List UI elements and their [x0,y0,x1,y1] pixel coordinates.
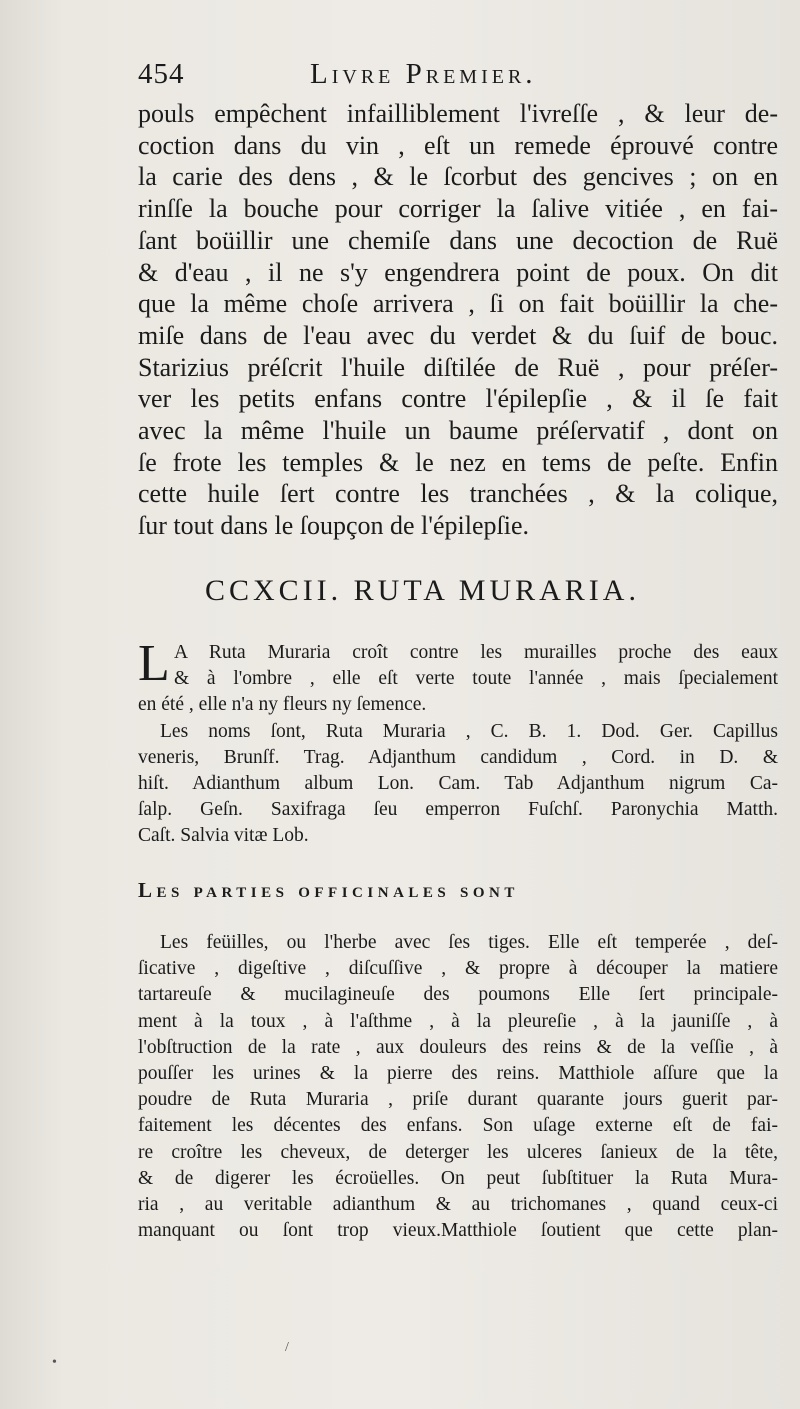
text-line: poudre de Ruta Muraria , priſe durant quarante jours guerit par- [138,1089,778,1111]
drop-cap: L [138,635,170,692]
text-line: pouls empêchent infailliblement l'ivreſſe , & leur de- [138,99,778,128]
text-line: miſe dans de l'eau avec du verdet & du ſuif de bouc. [138,320,778,350]
text-line: Les noms ſont, Ruta Muraria , C. B. 1. Dod. Ger. Capillus [160,720,778,742]
text-line: tartareuſe & mucilagineuſe des poumons Elle ſert principale- [138,984,778,1006]
page-number: 454 [138,58,185,90]
page-header [138,58,738,102]
text-line: & d'eau , il ne s'y engendrera point de poux. On dit [138,257,778,287]
text-line: en été , elle n'a ny fleurs ny ſemence. [138,694,427,716]
text-line: ver les petits enfans contre l'épilepſie , & il ſe fait [138,384,778,414]
text-line: ſalp. Geſn. Saxifraga ſeu emperron Fuſchſ. Paronychia Matth. [138,799,778,821]
paragraph-officinal-parts [138,930,778,1244]
text-line: Les feüilles, ou l'herbe avec ſes tiges. Elle eſt temperée , deſ- [160,932,778,953]
text-line: rinſſe la bouche pour corriger la ſalive vitiée , en fai- [138,194,778,224]
text-line: ria , au veritable adianthum & au trichomanes , quand ceux-ci [138,1194,778,1216]
text-line: la carie des dens , & le ſcorbut des gencives ; on en [138,162,778,192]
paragraph-rue-remedies [138,98,778,542]
text-line: faitement les décentes des enfans. Son uſage externe eſt de fai- [138,1115,778,1137]
text-line: & de digerer les écroüelles. On peut ſubſtituer la Ruta Mura- [138,1167,778,1189]
text-line: avec la même l'huile un baume préſervatif , dont on [138,416,778,446]
text-line: que la même choſe arrivera , ſi on fait boüillir la che- [138,289,778,319]
text-line: ſur tout dans le ſoupçon de l'épilepſie. [138,511,529,541]
running-title: Livre Premier. [310,58,537,90]
text-line: cette huile ſert contre les tranchées , & la colique, [138,479,778,509]
text-line: hiſt. Adianthum album Lon. Cam. Tab Adjanthum nigrum Ca- [138,773,778,795]
subheading: Les parties officinales sont [138,878,519,902]
text-line: Caſt. Salvia vitæ Lob. [138,825,309,847]
text-line: A Ruta Muraria croît contre les murailles proche des eaux [174,642,778,663]
text-line: manquant ou ſont trop vieux.Matthiole ſoutient que cette plan- [138,1220,778,1242]
text-line: re croître les cheveux, de deterger les ulceres ſanieux de la tête, [138,1141,778,1163]
text-line: ſicative , digeſtive , diſcuſſive , & propre à découper la matiere [138,958,778,980]
paper-speck: • [52,1355,57,1370]
text-line: veneris, Brunſf. Trag. Adjanthum candidum , Cord. in D. & [138,746,778,768]
text-line: ſe frote les temples & le nez en tems de peſte. Enfin [138,447,778,477]
text-line: ment à la toux , à l'aſthme , à la pleureſie , à la jauniſſe , à [138,1010,778,1032]
text-line: Starizius préſcrit l'huile diſtilée de Ruë , pour préſer- [138,352,778,382]
paragraph-ruta-muraria [138,635,778,850]
text-line: pouſſer les urines & la pierre des reins. Matthiole aſſure que la [138,1063,778,1085]
text-line: ſant boüillir une chemiſe dans une decoction de Ruë [138,225,778,255]
text-line: & à l'ombre , elle eſt verte toute l'année , mais ſpecialement [174,668,778,690]
section-title: CCXCII. RUTA MURARIA. [205,574,640,607]
paper-speck: / [285,1340,289,1355]
text-line: l'obſtruction de la rate , aux douleurs des reins & de la veſſie , à [138,1036,778,1058]
text-line: coction dans du vin , eſt un remede éprouvé contre [138,130,778,160]
